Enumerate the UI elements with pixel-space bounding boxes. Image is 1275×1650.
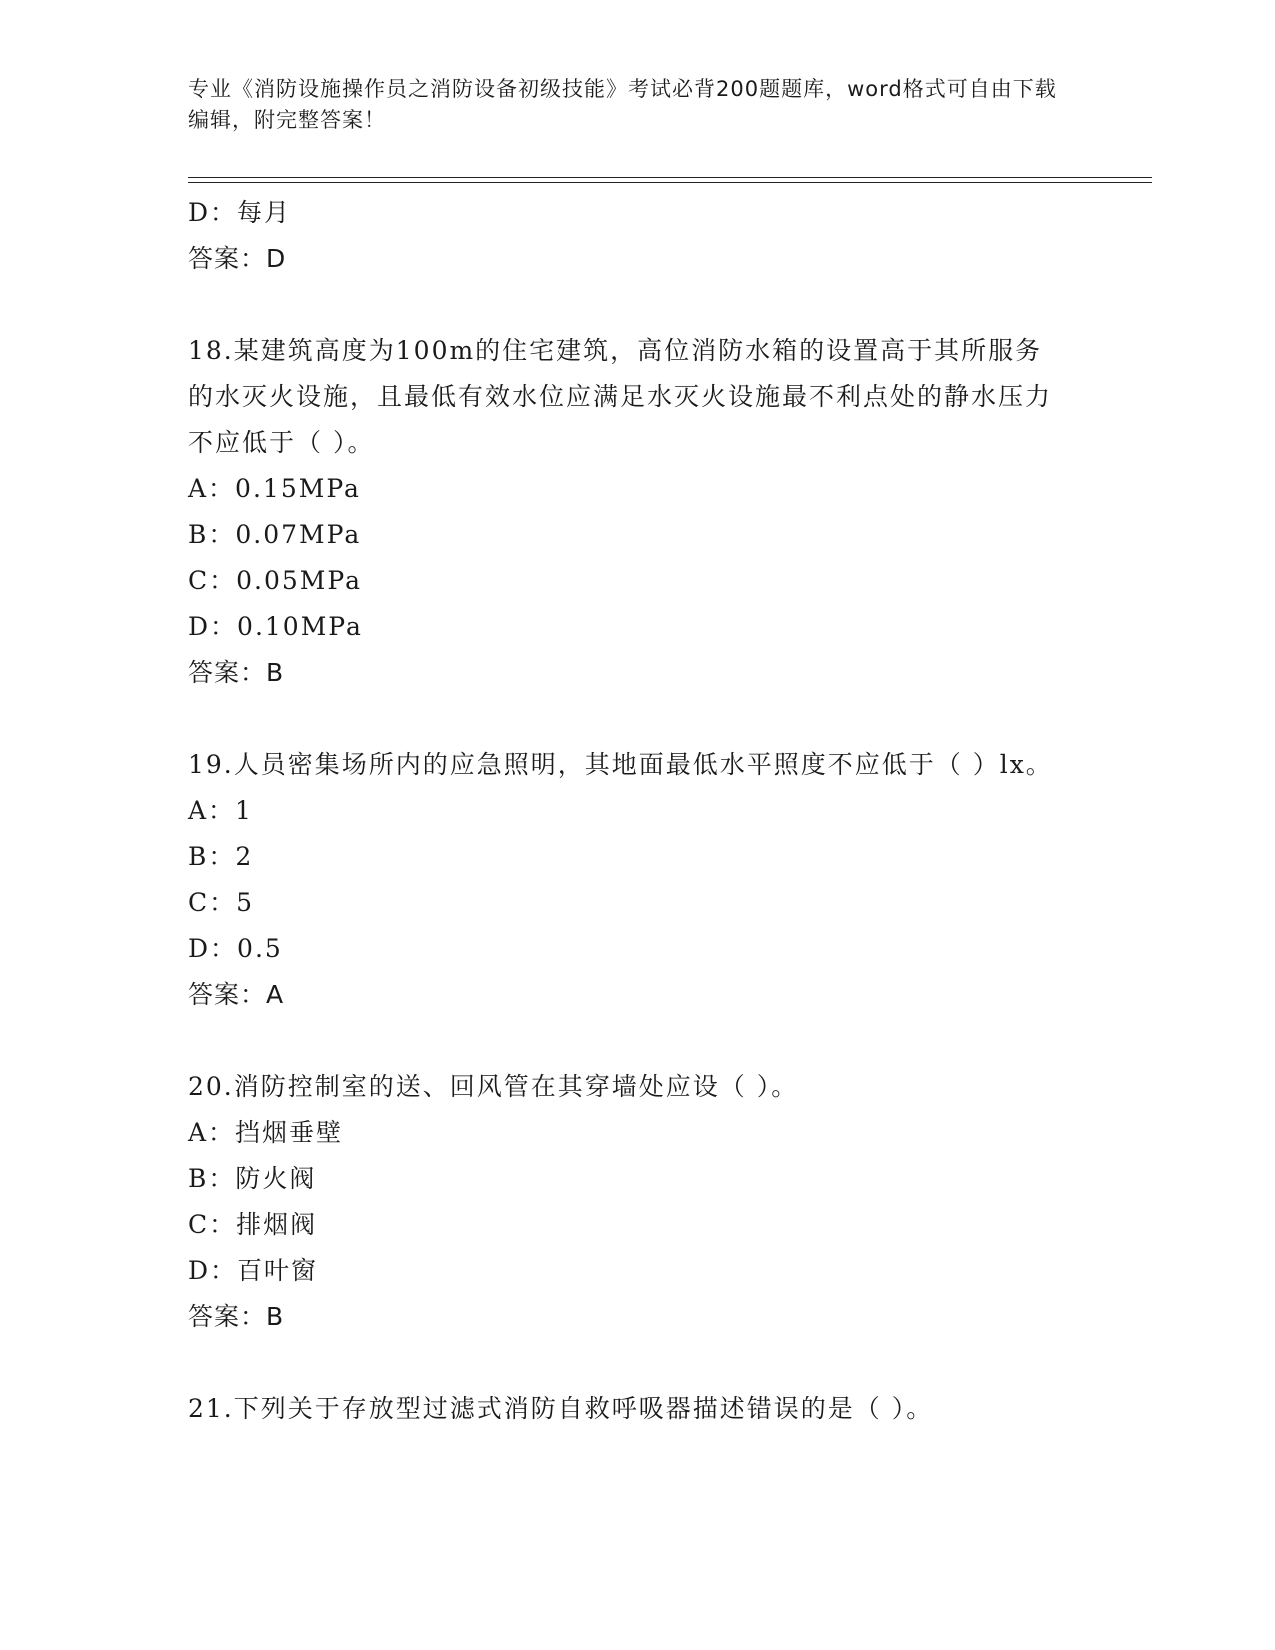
option-a: A：挡烟垂壁	[188, 1118, 344, 1147]
option-d: D：0.10MPa	[188, 612, 363, 641]
question-stem: 19.人员密集场所内的应急照明，其地面最低水平照度不应低于（ ）lx。	[188, 750, 1053, 779]
answer-line: 答案：A	[188, 980, 285, 1009]
option-b: B：防火阀	[188, 1164, 317, 1193]
option-b: B：2	[188, 842, 254, 871]
question-stem: 20.消防控制室的送、回风管在其穿墙处应设（ ）。	[188, 1072, 799, 1101]
question-content	[188, 190, 1068, 1432]
option-b: B：0.07MPa	[188, 520, 362, 549]
option-c: C：5	[188, 888, 255, 917]
header-rule-top	[188, 177, 1152, 178]
option-c: C：0.05MPa	[188, 566, 362, 595]
option-c: C：排烟阀	[188, 1210, 318, 1239]
option-a: A：0.15MPa	[188, 474, 361, 503]
spacer	[188, 1018, 1068, 1064]
page-header-title: 专业《消防设施操作员之消防设备初级技能》考试必背200题题库，word格式可自由下载编辑，附完整答案！	[188, 77, 1057, 132]
option-d: D：0.5	[188, 934, 283, 963]
option-a: A：1	[188, 796, 253, 825]
answer-line: 答案：D	[188, 244, 287, 273]
spacer	[188, 282, 1068, 328]
option-d: D：百叶窗	[188, 1256, 319, 1285]
header-rule-bottom	[188, 182, 1152, 183]
answer-line: 答案：B	[188, 658, 285, 687]
spacer	[188, 696, 1068, 742]
option-d: D：每月	[188, 198, 292, 227]
question-stem: 18.某建筑高度为100m的住宅建筑，高位消防水箱的设置高于其所服务的水灭火设施，且最低有效水位应满足水灭火设施最不利点处的静水压力不应低于（ ）。	[188, 336, 1053, 457]
spacer	[188, 1340, 1068, 1386]
question-stem: 21.下列关于存放型过滤式消防自救呼吸器描述错误的是（ ）。	[188, 1394, 934, 1423]
answer-line: 答案：B	[188, 1302, 285, 1331]
